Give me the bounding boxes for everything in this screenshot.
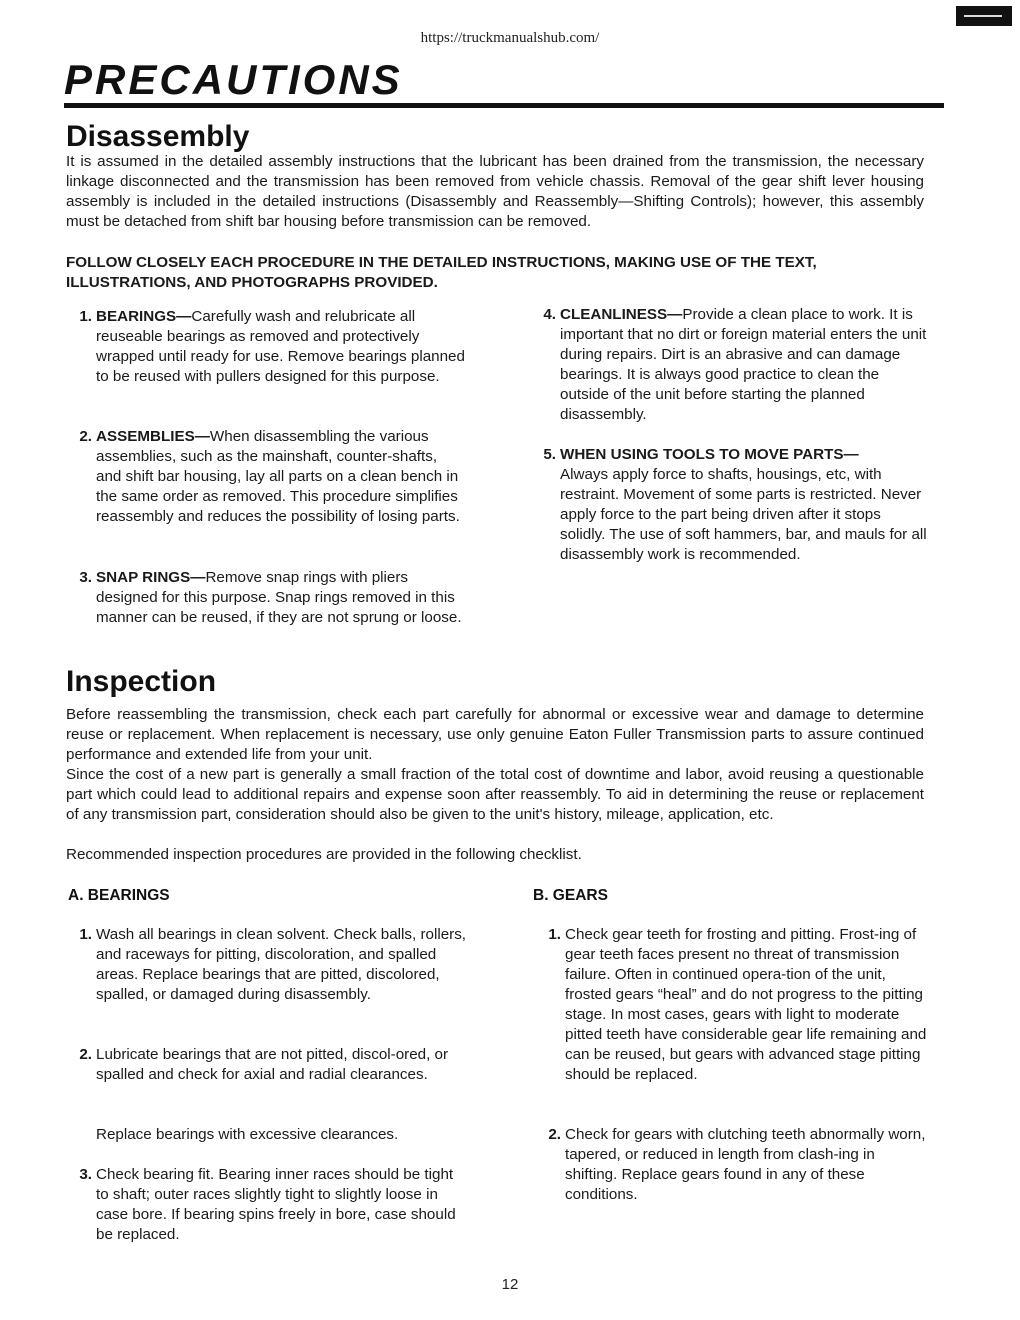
item-text: Replace bearings with excessive clearances.: [96, 1126, 399, 1143]
item-text: Carefully wash and relubricate all reuseable bearings as removed and protectively wrapped until ready for use. Remove bearings planned to be reused with pullers designed for this purpose.: [96, 308, 465, 385]
gears-subheading: B. GEARS: [533, 887, 608, 904]
item-number: 3.: [79, 1166, 92, 1183]
item-number: 1.: [79, 926, 92, 943]
inspection-paragraph-1: Before reassembling the transmission, check each part carefully for abnormal or excessive wear and damage to determine reuse or replacement. When replacement is necessary, use only genuine Eaton Fuller Transmission parts to assure continued performance and extended life from your unit.: [66, 706, 924, 763]
inspection-heading: Inspection: [66, 665, 217, 698]
title-rule: [64, 103, 944, 108]
item-text: Check bearing fit. Bearing inner races should be tight to shaft; outer races slightly tight to slightly loose in case bore. If bearing spins freely in bore, case should be replaced.: [96, 1166, 456, 1243]
disassembly-item-assemblies: [66, 427, 466, 527]
item-number: 4.: [543, 306, 556, 323]
bearings-item-2: [66, 1045, 466, 1085]
page-title: PRECAUTIONS: [64, 56, 403, 103]
item-number: 1.: [548, 926, 561, 943]
page-number: 12: [501, 1276, 519, 1293]
disassembly-heading: Disassembly: [66, 120, 250, 153]
item-text: Always apply force to shafts, housings, etc, with restraint. Movement of some parts is restricted. Never apply force to the part being driven after it stops solidly. The use of soft hammers, bar, and mauls for all disassembly work is recommended.: [560, 466, 927, 563]
item-lead: ASSEMBLIES—: [96, 428, 210, 445]
disassembly-item-cleanliness: [530, 305, 930, 425]
bearings-item-2-note: [66, 1125, 466, 1145]
item-lead: WHEN USING TOOLS TO MOVE PARTS—: [560, 446, 859, 463]
item-number: 2.: [548, 1126, 561, 1143]
item-text: Provide a clean place to work. It is important that no dirt or foreign material enters the unit during repairs. Dirt is an abrasive and can damage bearings. It is always good practice to clean the outside of the unit before starting the planned disassembly.: [560, 306, 927, 423]
disassembly-item-snap-rings: [66, 568, 466, 628]
source-url[interactable]: https://truckmanualshub.com/: [420, 30, 600, 46]
gears-item-1: [535, 925, 930, 1085]
gears-item-2: [535, 1125, 930, 1205]
disassembly-caps-note: FOLLOW CLOSELY EACH PROCEDURE IN THE DETAILED INSTRUCTIONS, MAKING USE OF THE TEXT, ILLUSTRATIONS, AND PHOTOGRAPHS PROVIDED.: [66, 254, 817, 291]
item-lead: BEARINGS—: [96, 308, 192, 325]
item-number: 2.: [79, 428, 92, 445]
item-text: Lubricate bearings that are not pitted, discol-ored, or spalled and check for axial and radial clearances.: [96, 1046, 449, 1083]
inspection-paragraph-3: Recommended inspection procedures are provided in the following checklist.: [66, 846, 582, 863]
bearings-item-3: [66, 1165, 466, 1245]
item-number: 2.: [79, 1046, 92, 1063]
bearings-subheading: A. BEARINGS: [68, 887, 170, 904]
scan-corner-mark: [956, 6, 1012, 26]
disassembly-item-tools: [530, 445, 930, 565]
item-lead: CLEANLINESS—: [560, 306, 683, 323]
item-text: Wash all bearings in clean solvent. Check balls, rollers, and raceways for pitting, discoloration, and spalled areas. Replace bearings that are pitted, discolored, spalled, or damaged during disassembly.: [96, 926, 467, 1003]
item-text: Check gear teeth for frosting and pitting. Frost-ing of gear teeth faces present no threat of transmission failure. Often in continued opera-tion of the unit, frosted gears “heal” and do not progress to the pitting stage. In most cases, gears with light to moderate pitted teeth have considerable gear life remaining and can be reused, but gears with advanced stage pitting should be replaced.: [565, 926, 927, 1083]
item-lead: SNAP RINGS—: [96, 569, 206, 586]
bearings-item-1: [66, 925, 466, 1005]
item-text: Check for gears with clutching teeth abnormally worn, tapered, or reduced in length from clash-ing in shifting. Replace gears found in any of these conditions.: [565, 1126, 926, 1203]
disassembly-intro: It is assumed in the detailed assembly instructions that the lubricant has been drained from the transmission, the necessary linkage disconnected and the transmission has been removed from vehicle chassis. Removal of the gear shift lever housing assembly is included in the detailed instructions (Disassembly and Reassembly—Shifting Controls); however, this assembly must be detached from shift bar housing before transmission can be removed.: [66, 153, 924, 230]
inspection-paragraph-2: Since the cost of a new part is generally a small fraction of the total cost of downtime and labor, avoid reusing a questionable part which could lead to additional repairs and expense soon after reassembly. To aid in determining the reuse or replacement of any transmission part, consideration should also be given to the unit's history, mileage, application, etc.: [66, 766, 924, 823]
item-text: When disassembling the various assemblies, such as the mainshaft, counter-shafts, and shift bar housing, lay all parts on a clean bench in the same order as removed. This procedure simplifies reassembly and reduces the possibility of losing parts.: [96, 428, 460, 525]
item-number: 1.: [79, 308, 92, 325]
item-number: 3.: [79, 569, 92, 586]
item-number: 5.: [543, 446, 556, 463]
item-text: Remove snap rings with pliers designed for this purpose. Snap rings removed in this manner can be reused, if they are not sprung or loose.: [96, 569, 462, 626]
disassembly-item-bearings: [66, 307, 466, 387]
